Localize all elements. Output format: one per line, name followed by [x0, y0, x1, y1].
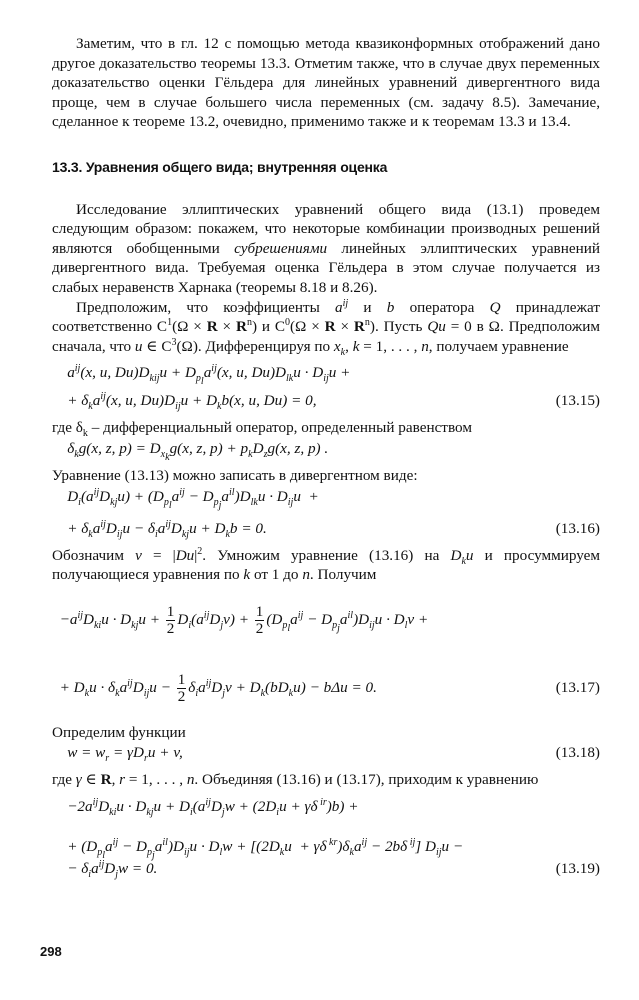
equation-number-13-19: (13.19)	[555, 859, 600, 877]
intro-paragraph: Заметим, что в гл. 12 с помощью метода квазиконформных отображений дано другое доказательство теоремы 13.3. Отметим также, что в случае двух переменных доказательство оценки Гёльдера для линейных уравнений дивергентного вида проще, чем в случае большего числа переменных (см. задачу 8.5). Замечание, сделанное к теореме 13.2, очевидно, применимо также и к теоремам 13.3 и 13.4.	[52, 35, 600, 131]
paragraph-4: Уравнение (13.13) можно записать в дивергентном виде:	[52, 466, 418, 484]
equation-13-17-line-2: + $D_ku \cdot \delta_ka^{ij}D_{ij}u$ − $\frac{1}{2}$ $\delta_ia^{ij}D_jv + D_k(bD_ku) - b\Delta u = 0$. (13.17)	[52, 663, 600, 713]
emphasis-subsolutions: субрешениями	[234, 239, 328, 257]
equation-13-19-line-3: − $\delta_ia^{ij}D_jw = 0$. (13.19)	[52, 858, 600, 880]
equation-13-16-line-1: $D_i(a^{ij}D_{kj}u) + (D_{p_l}a^{ij} - D_{p_j}a^{il})D_{lk}u \cdot D_{ij}u$ +	[52, 486, 319, 511]
equation-number-13-16: (13.16)	[555, 519, 600, 537]
paragraph-1: Исследование эллиптических уравнений общего вида (13.1) проведем следующим образом: покажем, что некоторые комбинации производных решений являются обобщенными субрешениями линейных эллиптических уравнений дивергентного вида. Требуемая оценка Гёльдера в этом случае получается из слабых неравенств Харнака (теоремы 8.18 и 8.26).	[52, 200, 600, 296]
equation-13-19-line-2: + $(D_{p_l}a^{ij} - D_{p_j}a^{il})D_{ij}u \cdot D_lw + [(2D_ku + \gamma\delta$ $^{kr})\delta_ka^{ij} - 2b\delta$ $^{ij}$] $D_{ij}u$ −	[52, 836, 464, 861]
equation-13-15-line-2: + $\delta_ka^{ij}(x$, u, $Du)D_{ij}u + D_kb(x$, u, Du) = 0, (13.15)	[52, 391, 600, 413]
paragraph-3: где $\delta_k$ – дифференциальный оператор, определенный равенством	[52, 419, 472, 440]
paragraph-7: где γ ∈ R, r = 1, . . . , n. Объединяя (13.16) и (13.17), приходим к уравнению	[52, 771, 539, 789]
paragraph-5: Обозначим $v = |Du|^2$. Умножим уравнение (13.16) на $D_ku$ и просуммируем получающиеся уравнения по k от 1 до n. Получим	[52, 545, 600, 584]
paragraph-6: Определим функции	[52, 723, 186, 741]
equation-13-17-line-1: $-a^{ij}D_{ki}u \cdot D_{kj}u$ + $\frac{1}{2}$ $D_i(a^{ij}D_jv)$ + $\frac{1}{2}$ $(D_{p_l}a^{ij} - D_{p_j}a^{il})D_{ij}u \cdot D_lv$ +	[52, 602, 429, 637]
page-body	[52, 34, 600, 880]
equation-13-16-line-2: + $\delta_ka^{ij}D_{ij}u - \delta_ia^{ij}D_{kj}u + D_kb = 0$. (13.16)	[52, 518, 600, 540]
equation-number-13-18: (13.18)	[555, 744, 600, 762]
equation-13-19-line-1: $-2a^{ij}D_{ki}u \cdot D_{kj}u + D_i(a^{ij}D_jw + (2D_iu + \gamma\delta$ $^{ir}$)b) +	[52, 796, 359, 818]
equation-13-15-line-1: $a^{ij}(x$, u, $Du)D_{kij}u + D_{p_l}a^{ij}(x$, u, $Du)D_{lk}u \cdot D_{ij}u$ +	[52, 363, 351, 388]
equation-number-13-17: (13.17)	[555, 678, 600, 696]
equation-delta-definition: $\delta_kg(x$, z, $p) = D_{x_k}g(x$, z, $p) + p_kD_zg(x$, z, p) .	[52, 439, 329, 463]
paragraph-2: Предположим, что коэффициенты $a^{ij}$ и b оператора Q принадлежат соответственно $C^1(\Omega \times R \times R^n)$ и $C^0(\Omega \times R \times R^n)$. Пусть Qu = 0 в Ω. Предположим сначала, что u ∈ $C^3(\Omega)$. Дифференцируя по $x_k$, k = 1, . . . , n, получаем уравнение	[52, 297, 600, 358]
page-number: 298	[40, 944, 62, 959]
section-title: 13.3. Уравнения общего вида; внутренняя оценка	[52, 158, 388, 175]
equation-13-18: $w = w_r = \gamma D_ru + v$, (13.18)	[52, 744, 600, 765]
equation-number-13-15: (13.15)	[555, 392, 600, 410]
